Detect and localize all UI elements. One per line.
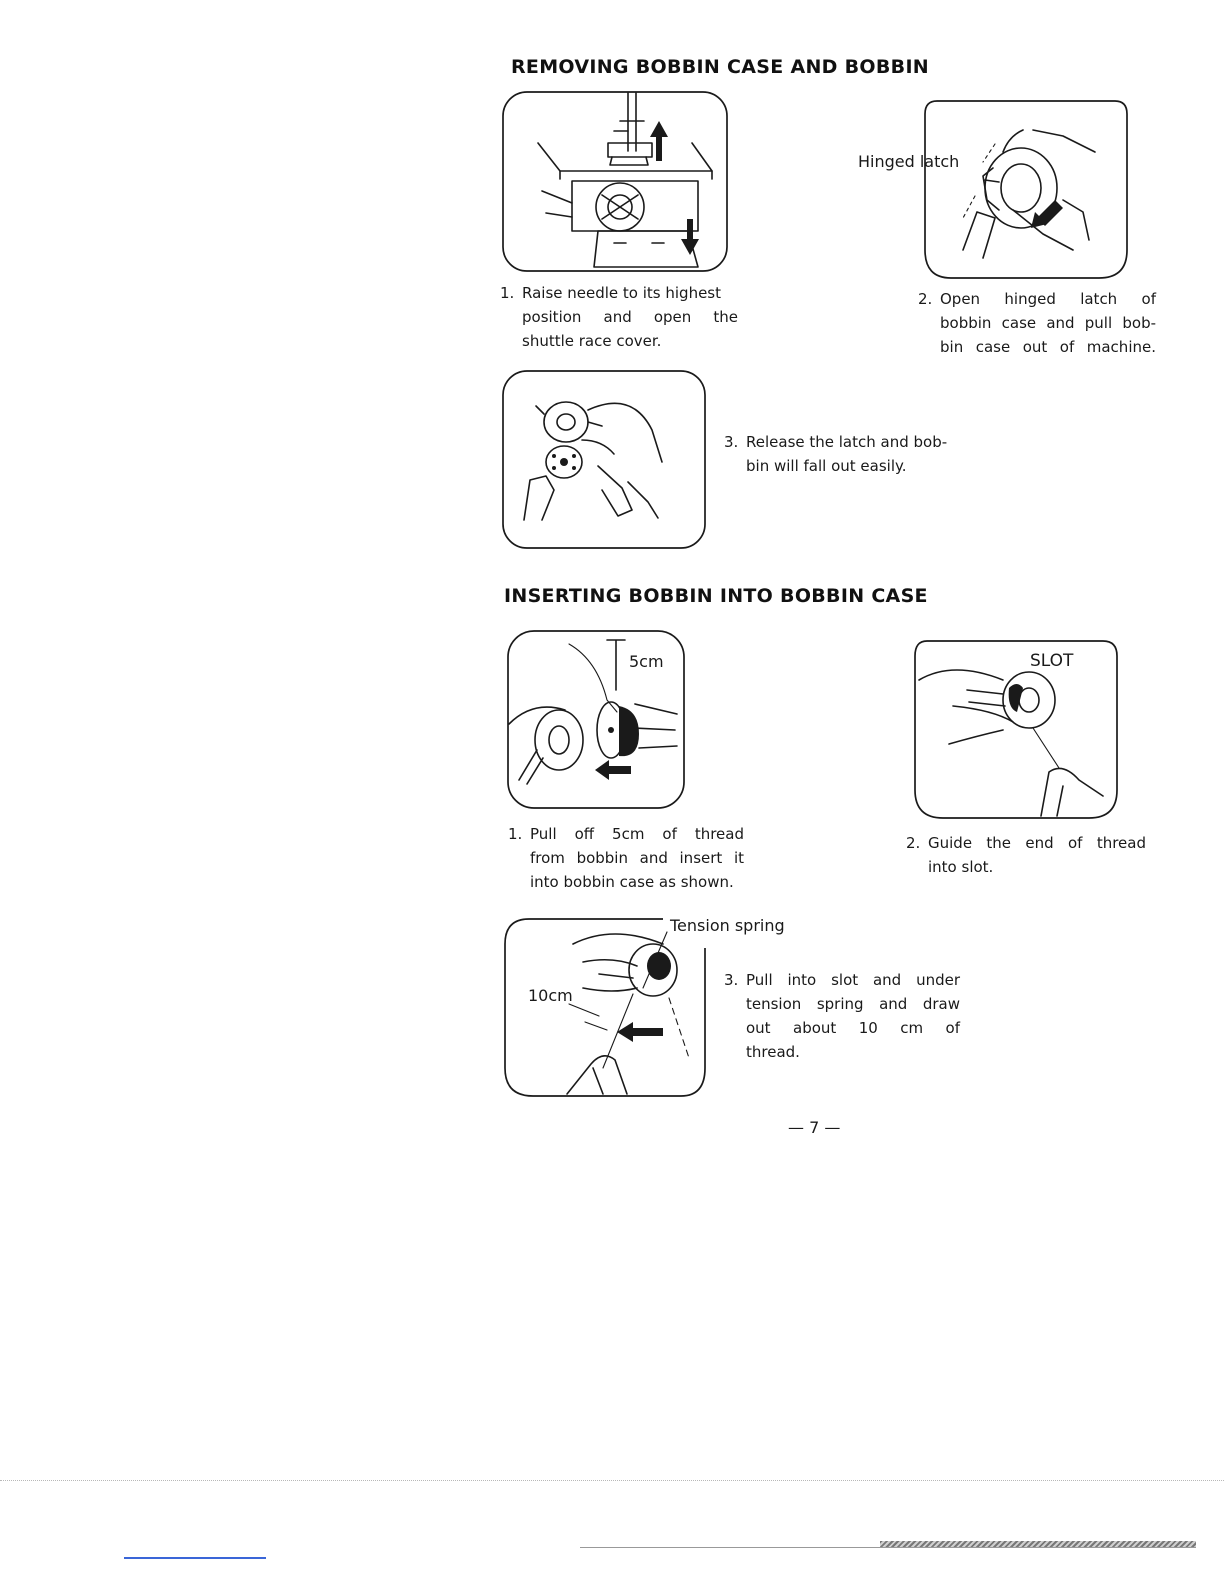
callout-slot: SLOT [1030, 651, 1074, 671]
figure-release-latch [502, 370, 706, 550]
section-heading-removing: REMOVING BOBBIN CASE AND BOBBIN [511, 56, 930, 78]
step-2-inserting: 2. Guide the end of thread into slot. [906, 834, 1146, 876]
figure-hinged-latch [923, 100, 1129, 282]
callout-tension-spring: Tension spring [670, 916, 785, 935]
section-heading-inserting: INSERTING BOBBIN INTO BOBBIN CASE [504, 585, 928, 607]
scan-divider [0, 1480, 1224, 1481]
step-1-inserting: 1. Pull off 5cm of thread from bobbin and insert it into bobbin case as shown. [508, 825, 744, 891]
arrow-left-icon [595, 760, 631, 780]
figure-guide-slot [913, 640, 1119, 822]
arrow-left-icon [617, 1022, 663, 1042]
scan-edge-line [580, 1547, 1196, 1548]
step-3-removing: 3. Release the latch and bob- bin will fall out easily. [724, 433, 948, 475]
callout-hinged-latch: Hinged latch [858, 152, 960, 171]
scan-blue-line [124, 1557, 266, 1559]
figure-raise-needle [502, 91, 728, 273]
step-1-removing: 1. Raise needle to its highest position and open the shuttle race cover. [500, 284, 738, 350]
page-number: — 7 — [788, 1118, 841, 1137]
step-2-removing: 2. Open hinged latch of bobbin case and pull bob- bin case out of machine. [918, 290, 1156, 356]
figure-tension-spring [503, 918, 707, 1100]
step-3-inserting: 3. Pull into slot and under tension spring and draw out about 10 cm of thread. [724, 971, 960, 1061]
callout-10cm: 10cm [528, 986, 573, 1005]
callout-5cm: 5cm [629, 652, 664, 671]
arrow-down-icon [681, 219, 699, 255]
